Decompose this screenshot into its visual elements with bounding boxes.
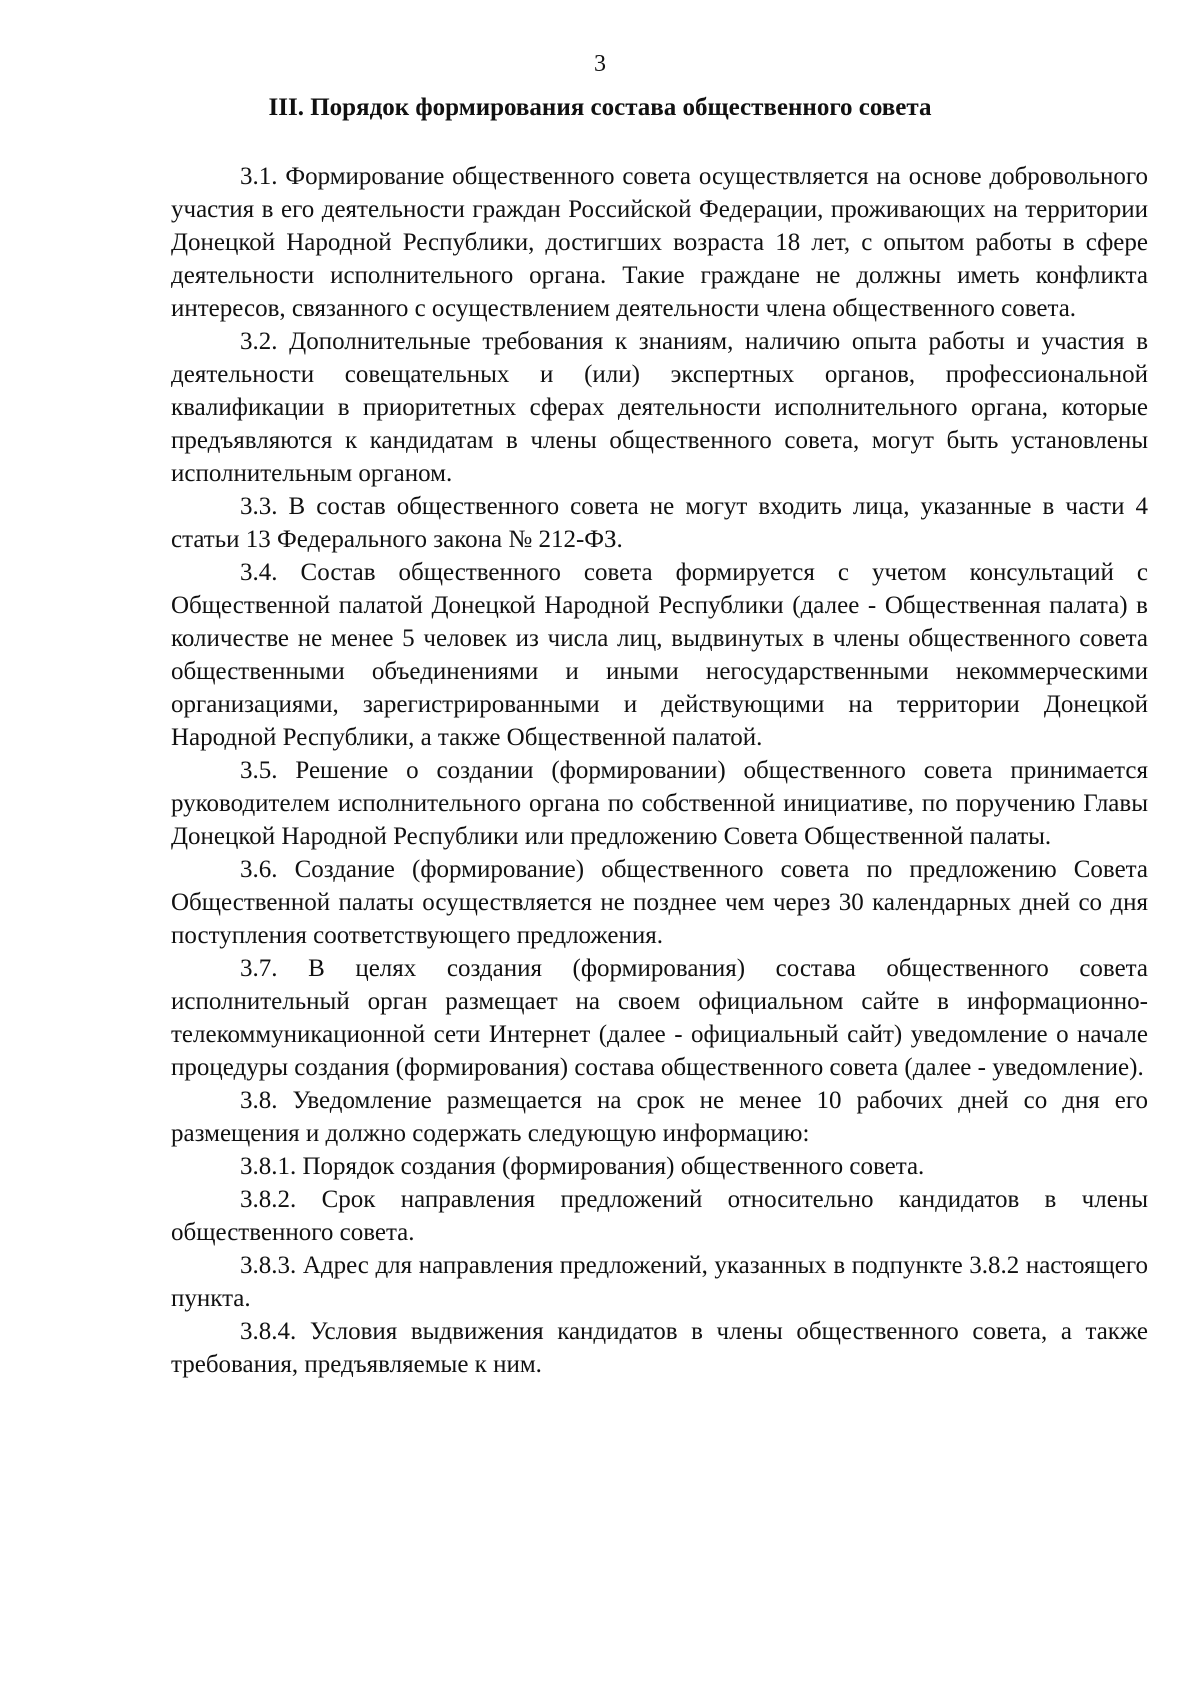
paragraph-text: Состав общественного совета формируется с учетом консультаций с Общественной палатой Донецкой Народной Республики (далее - Общественная палата) в количестве не менее 5 человек из числа лиц, выдвинутых в члены общественного совета общественными объединениями и иными негосударственными некоммерческими организациями, зарегистрированными и действующими на территории Донецкой Народной Республики, а также Общественной палатой. bbox=[171, 559, 1149, 751]
paragraph-3-8 bbox=[171, 1084, 1148, 1150]
paragraph-3-8-3 bbox=[171, 1249, 1148, 1315]
paragraph-text: Уведомление размещается на срок не менее 10 рабочих дней со дня его размещения и должно содержать следующую информацию: bbox=[171, 1087, 1148, 1147]
paragraph-3-6 bbox=[171, 853, 1148, 952]
paragraph-text: Условия выдвижения кандидатов в члены общественного совета, а также требования, предъявляемые к ним. bbox=[171, 1318, 1148, 1378]
paragraph-text: В состав общественного совета не могут входить лица, указанные в части 4 статьи 13 Федерального закона № 212-ФЗ. bbox=[171, 493, 1148, 553]
paragraph-3-8-4 bbox=[171, 1315, 1148, 1381]
paragraph-number: 3.8.4. bbox=[240, 1318, 297, 1345]
paragraph-text: В целях создания (формирования) состава общественного совета исполнительный орган размещает на своем официальном сайте в информационно-телекоммуникационной сети Интернет (далее - официальный сайт) уведомление о начале процедуры создания (формирования) состава общественного совета (далее - уведомление). bbox=[171, 955, 1148, 1081]
paragraph-text: Адрес для направления предложений, указанных в подпункте 3.8.2 настоящего пункта. bbox=[171, 1252, 1148, 1312]
section-title: III. Порядок формирования состава общественного совета bbox=[268, 94, 932, 121]
paragraph-text: Дополнительные требования к знаниям, наличию опыта работы и участия в деятельности совещательных и (или) экспертных органов, профессиональной квалификации в приоритетных сферах деятельности исполнительного органа, которые предъявляются к кандидатам в члены общественного совета, могут быть установлены исполнительным органом. bbox=[171, 328, 1148, 487]
paragraph-number: 3.7. bbox=[240, 955, 278, 982]
paragraph-number: 3.6. bbox=[240, 856, 278, 883]
paragraph-text: Создание (формирование) общественного совета по предложению Совета Общественной палаты осуществляется не позднее чем через 30 календарных дней со дня поступления соответствующего предложения. bbox=[171, 856, 1148, 949]
paragraph-number: 3.8.1. bbox=[240, 1153, 297, 1180]
document-body bbox=[171, 160, 1148, 1381]
paragraph-3-7 bbox=[171, 952, 1148, 1084]
paragraph-number: 3.8.2. bbox=[240, 1186, 297, 1213]
paragraph-3-4 bbox=[171, 556, 1148, 754]
paragraph-3-2 bbox=[171, 325, 1148, 490]
paragraph-number: 3.8.3. bbox=[240, 1252, 297, 1279]
paragraph-number: 3.4. bbox=[240, 559, 278, 586]
paragraph-text: Решение о создании (формировании) общественного совета принимается руководителем исполнительного органа по собственной инициативе, по поручению Главы Донецкой Народной Республики или предложению Совета Общественной палаты. bbox=[171, 757, 1149, 850]
page-number: 3 bbox=[594, 51, 606, 77]
paragraph-3-3 bbox=[171, 490, 1148, 556]
paragraph-number: 3.2. bbox=[240, 328, 278, 355]
paragraph-number: 3.5. bbox=[240, 757, 278, 784]
paragraph-number: 3.8. bbox=[240, 1087, 278, 1114]
paragraph-text: Порядок создания (формирования) общественного совета. bbox=[302, 1153, 925, 1180]
paragraph-3-1 bbox=[171, 160, 1148, 325]
paragraph-text: Формирование общественного совета осуществляется на основе добровольного участия в его деятельности граждан Российской Федерации, проживающих на территории Донецкой Народной Республики, достигших возраста 18 лет, с опытом работы в сфере деятельности исполнительного органа. Такие граждане не должны иметь конфликта интересов, связанного с осуществлением деятельности члена общественного совета. bbox=[171, 163, 1148, 322]
paragraph-3-5 bbox=[171, 754, 1148, 853]
paragraph-3-8-2 bbox=[171, 1183, 1148, 1249]
paragraph-3-8-1 bbox=[171, 1150, 1148, 1183]
paragraph-text: Срок направления предложений относительно кандидатов в члены общественного совета. bbox=[171, 1186, 1149, 1246]
paragraph-number: 3.3. bbox=[240, 493, 278, 520]
paragraph-number: 3.1. bbox=[240, 163, 278, 190]
